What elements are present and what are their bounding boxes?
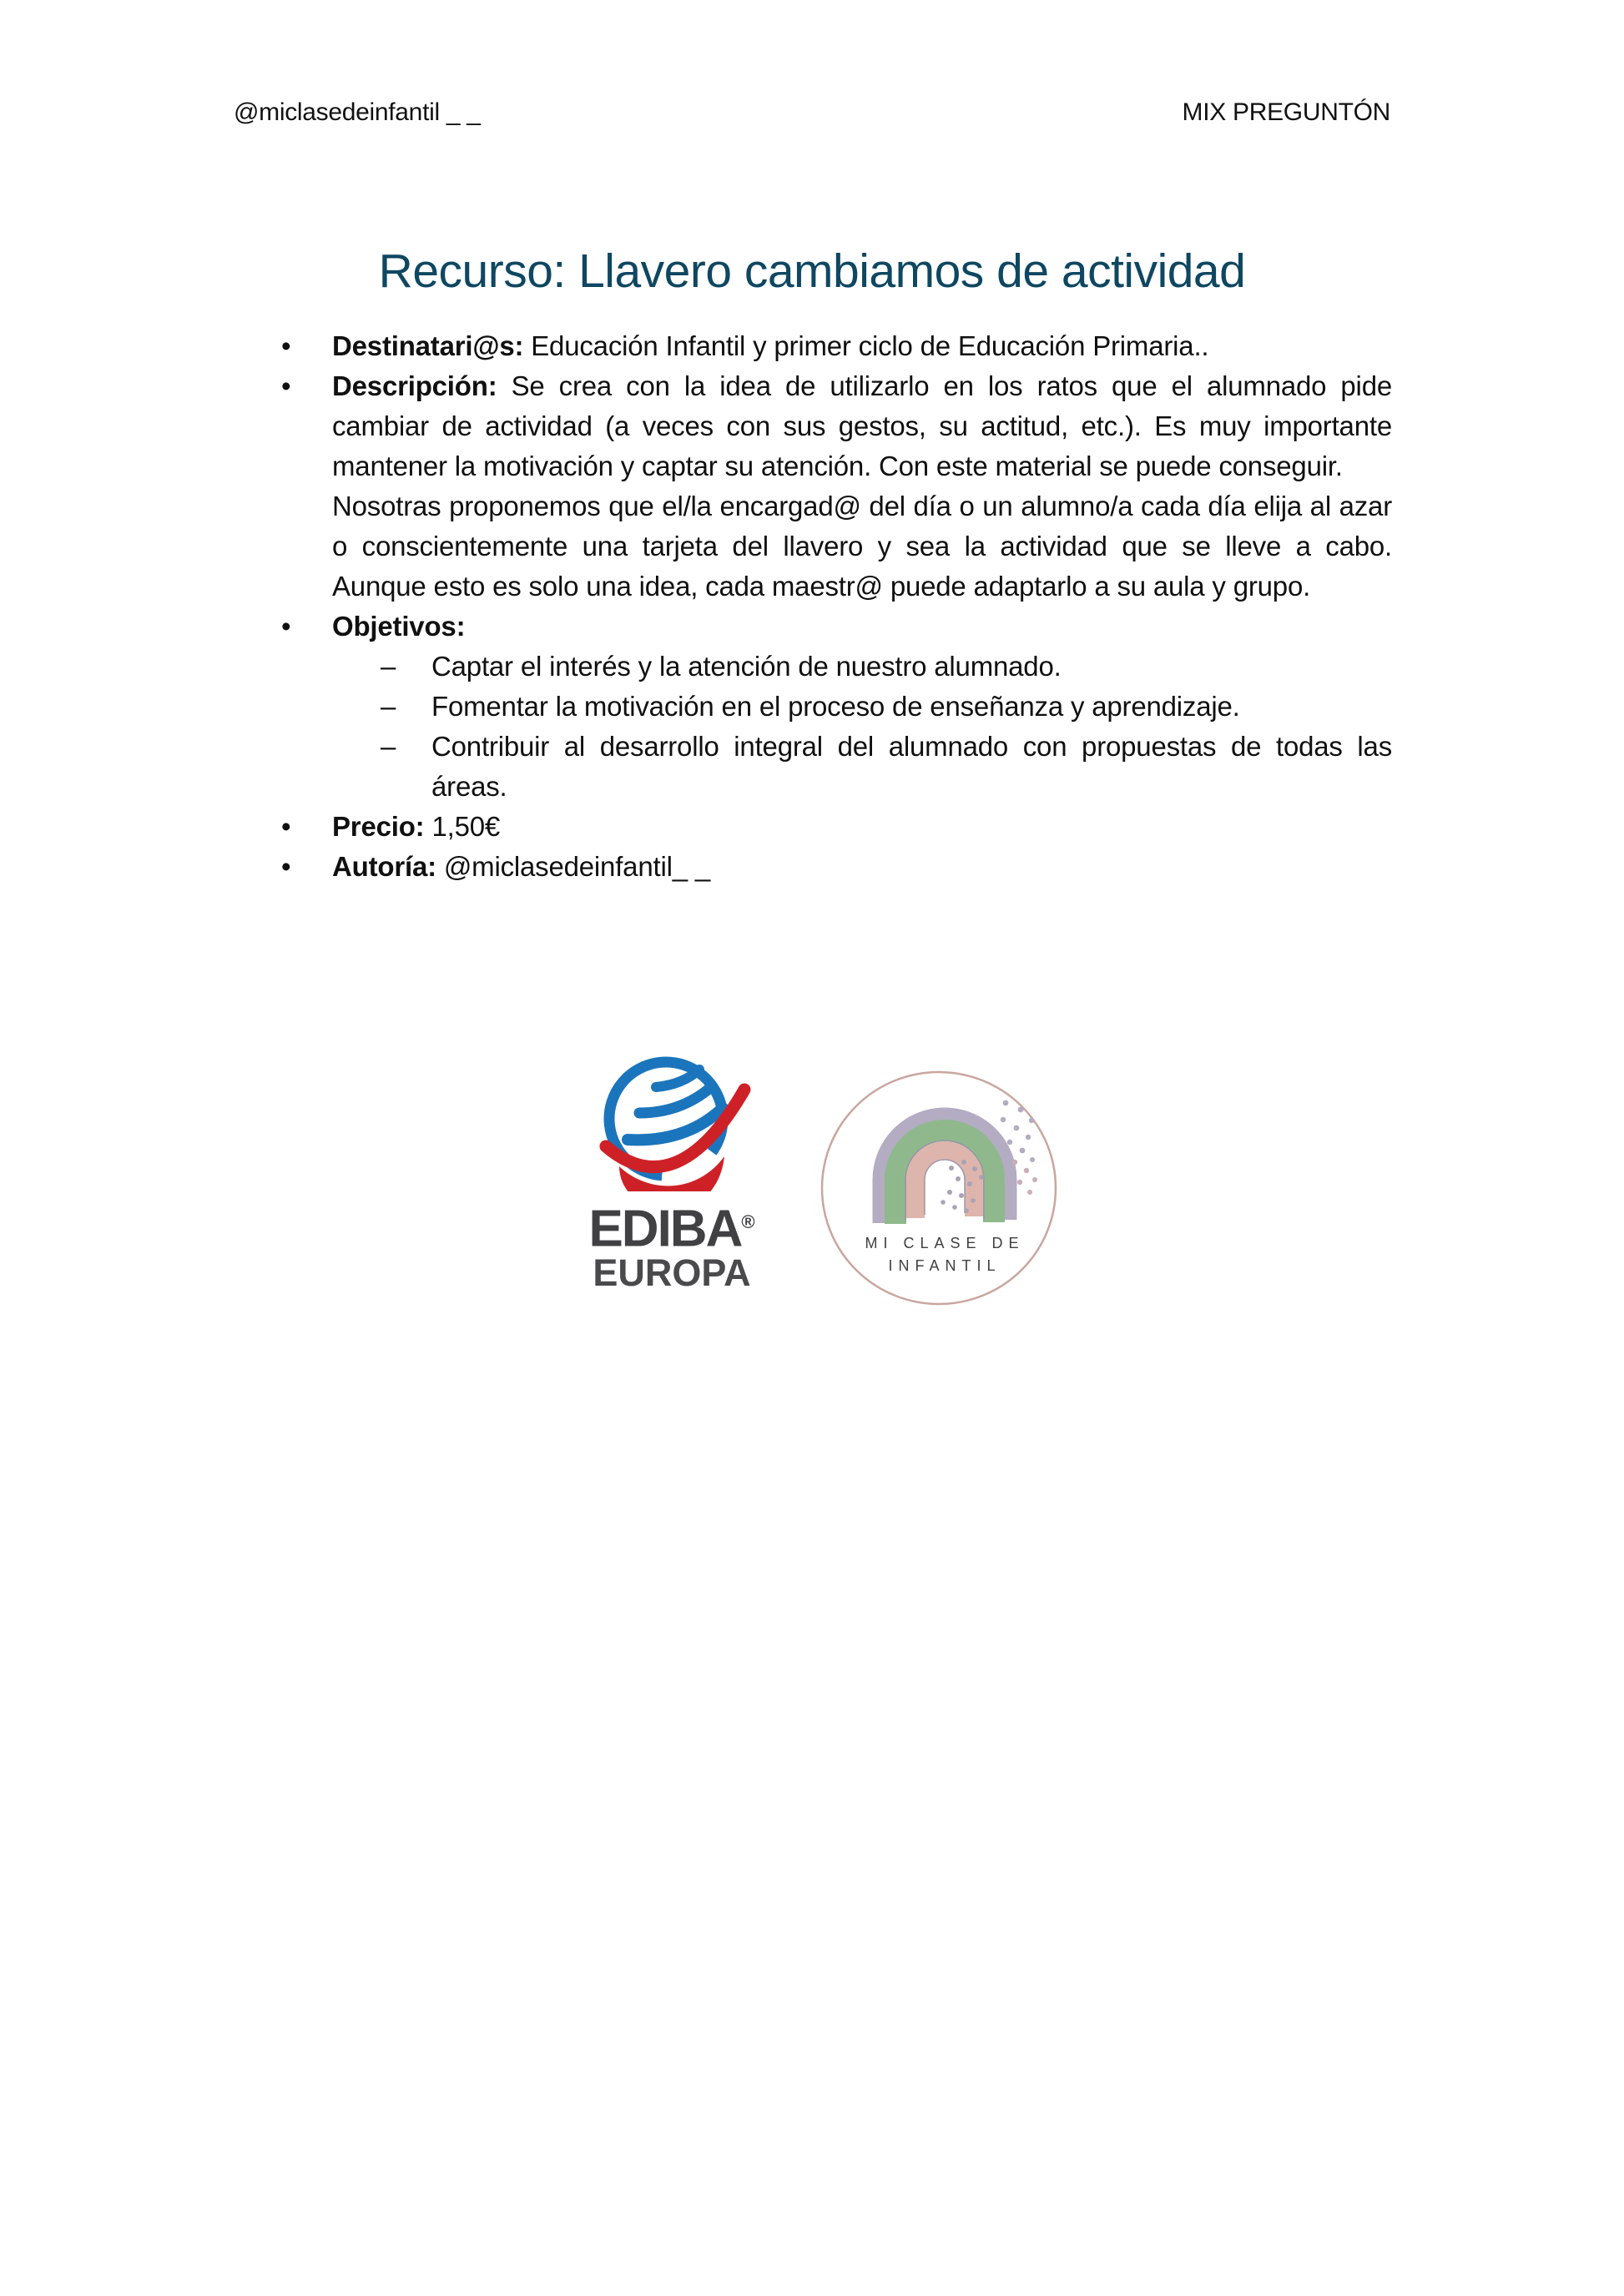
header-left-handle: @miclasedeinfantil _ _: [234, 98, 481, 126]
list-item-descripcion: [234, 366, 1392, 607]
page-header: [234, 98, 1390, 127]
ediba-name-text: EDIBA: [588, 1200, 742, 1258]
autoria-label: Autoría:: [332, 851, 436, 882]
bullet-marker: •: [281, 330, 291, 361]
header-right-label: MIX PREGUNTÓN: [1182, 98, 1390, 126]
precio-value: 1,50€: [431, 811, 501, 842]
ediba-wordmark: [576, 1200, 768, 1258]
page-title: Recurso: Llavero cambiamos de actividad: [378, 244, 1246, 298]
autoria-value: @miclasedeinfantil_ _: [443, 851, 710, 882]
objetivos-label: Objetivos:: [332, 611, 466, 642]
dash-marker: –: [381, 731, 396, 762]
dash-marker: –: [381, 651, 396, 682]
bullet-marker: •: [281, 811, 291, 842]
list-item-destinatarios: [234, 326, 1392, 366]
descripcion-label: Descripción:: [332, 370, 497, 401]
objetivo-text: Captar el interés y la atención de nuestro alumnado.: [431, 651, 1062, 682]
document-body: [234, 326, 1392, 887]
mi-clase-de-infantil-logo: [818, 1068, 1060, 1310]
dash-marker: –: [381, 691, 396, 722]
list-item-autoria: [234, 847, 1392, 887]
ediba-europa-logo: [576, 1041, 768, 1295]
bullet-marker: •: [281, 370, 291, 401]
objetivo-item: [234, 727, 1392, 807]
bullet-marker: •: [281, 611, 291, 642]
destinatarios-text: Educación Infantil y primer ciclo de Educación Primaria..: [531, 330, 1209, 361]
list-item-objetivos: [234, 607, 1392, 647]
registered-mark: ®: [741, 1211, 755, 1232]
list-item-precio: [234, 807, 1392, 847]
miclase-text-line1: MI CLASE DE: [865, 1235, 1025, 1251]
objetivo-item: [234, 647, 1392, 687]
precio-label: Precio:: [332, 811, 425, 842]
descripcion-text: Se crea con la idea de utilizarlo en los ratos que el alumnado pide cambiar de actividad (a veces con sus gestos, su actitud, etc.). Es muy importante mantener la motivación y captar su atención. Con este material se puede conseguir.: [332, 370, 1392, 481]
objetivo-text: Contribuir al desarrollo integral del alumnado con propuestas de todas las áreas.: [431, 731, 1392, 802]
objetivo-item: [234, 687, 1392, 727]
descripcion-paragraph-2: Nosotras proponemos que el/la encargad@ del día o un alumno/a cada día elija al azar o conscientemente una tarjeta del llavero y sea la actividad que se lleve a cabo. Aunque esto es solo una idea, cada maestr@ puede adaptarlo a su aula y grupo.: [332, 491, 1392, 602]
destinatarios-label: Destinatari@s:: [332, 330, 524, 361]
miclase-text-line2: INFANTIL: [888, 1257, 1001, 1274]
bullet-marker: •: [281, 851, 291, 882]
ediba-globe-icon: [576, 1041, 768, 1191]
descripcion-paragraph-1: [332, 366, 1392, 486]
ediba-europa-text: EUROPA: [593, 1251, 751, 1294]
objetivo-text: Fomentar la motivación en el proceso de enseñanza y aprendizaje.: [431, 691, 1240, 722]
